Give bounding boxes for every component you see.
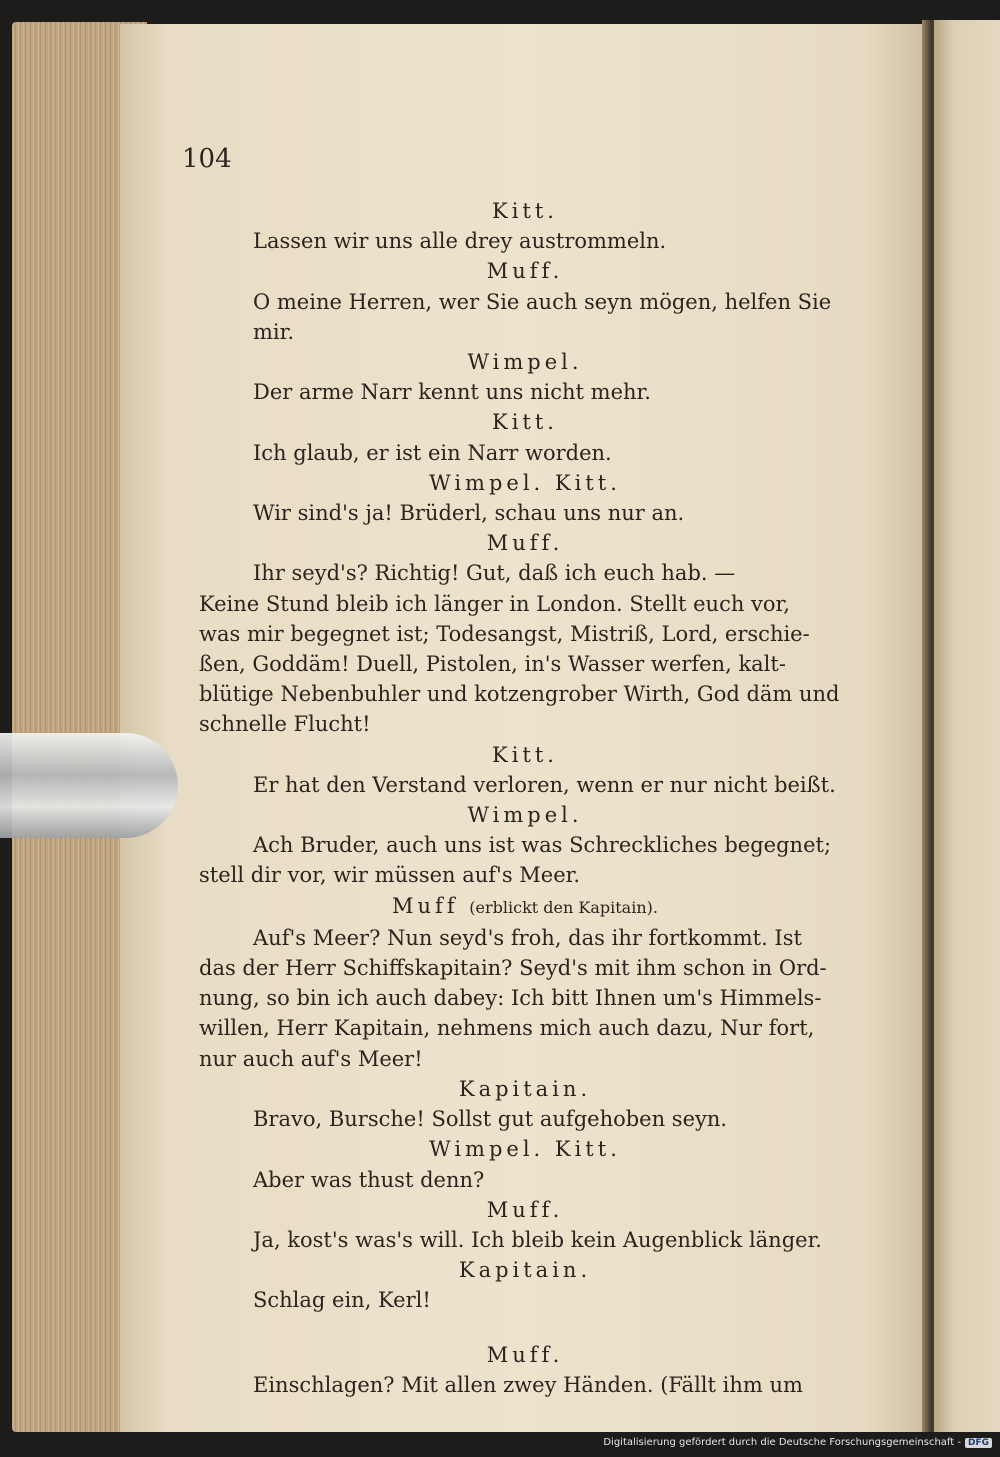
spacer bbox=[195, 1316, 855, 1340]
dialogue-line: Ich glaub, er ist ein Narr worden. bbox=[253, 440, 612, 465]
speaker-label: Muff. bbox=[486, 259, 564, 284]
dialogue-line: Aber was thust denn? bbox=[253, 1167, 485, 1192]
dialogue-line: Ach Bruder, auch uns ist was Schreckliches begegnet; bbox=[253, 833, 832, 858]
dialogue-line: Ihr seyd's? Richtig! Gut, daß ich euch hab. — bbox=[253, 561, 736, 586]
dialogue-line: Er hat den Verstand verloren, wenn er nur nicht beißt. bbox=[253, 772, 836, 797]
speaker-label: Wimpel. bbox=[467, 350, 583, 375]
speaker-name bbox=[195, 1195, 855, 1225]
play-text bbox=[195, 196, 855, 1400]
dialogue-line: willen, Herr Kapitain, nehmens mich auch dazu, Nur fort, bbox=[199, 1016, 815, 1041]
speaker-name bbox=[195, 1340, 855, 1370]
dialogue-line: Einschlagen? Mit allen zwey Händen. (Fällt ihm um bbox=[253, 1372, 803, 1397]
speaker-label: Wimpel. bbox=[467, 803, 583, 828]
dialogue-paragraph bbox=[195, 923, 855, 1074]
speaker-label: Muff bbox=[392, 893, 459, 918]
dialogue-line: Lassen wir uns alle drey austrommeln. bbox=[253, 229, 667, 254]
footer-credit: Digitalisierung gefördert durch die Deutsche Forschungsgemeinschaft - bbox=[603, 1437, 961, 1448]
dialogue-line: Der arme Narr kennt uns nicht mehr. bbox=[253, 380, 651, 405]
speaker-name bbox=[195, 1074, 855, 1104]
dialogue-line: nur auch auf's Meer! bbox=[199, 1046, 423, 1071]
dialogue-line: Wir sind's ja! Brüderl, schau uns nur an. bbox=[253, 501, 685, 526]
dialogue-line: Bravo, Bursche! Sollst gut aufgehoben seyn. bbox=[253, 1107, 728, 1132]
speaker-label: Kitt. bbox=[492, 199, 558, 223]
speaker-name bbox=[195, 740, 855, 770]
dialogue-line: Keine Stund bleib ich länger in London. Stellt euch vor, bbox=[199, 591, 790, 616]
dialogue-paragraph bbox=[195, 830, 855, 890]
dialogue-line: stell dir vor, wir müssen auf's Meer. bbox=[199, 863, 581, 888]
speaker-name bbox=[195, 347, 855, 377]
speaker-label: Wimpel. Kitt. bbox=[429, 470, 621, 495]
speaker-name bbox=[195, 891, 855, 923]
dialogue-line: nung, so bin ich auch dabey: Ich bitt Ihnen um's Himmels- bbox=[199, 986, 822, 1011]
speaker-name bbox=[195, 1255, 855, 1285]
facing-page-edge bbox=[934, 20, 1000, 1432]
speaker-label: Kitt. bbox=[492, 742, 558, 767]
speaker-name bbox=[195, 1134, 855, 1164]
dialogue-line: blütige Nebenbuhler und kotzengrober Wirth, God däm und bbox=[199, 682, 840, 707]
stage-direction: (erblickt den Kapitain). bbox=[469, 897, 658, 917]
footer bbox=[603, 1437, 992, 1448]
speaker-label: Muff. bbox=[486, 1342, 564, 1367]
dialogue-line: schnelle Flucht! bbox=[199, 712, 371, 737]
dialogue-line: Schlag ein, Kerl! bbox=[253, 1288, 431, 1313]
dfg-logo: DFG bbox=[965, 1438, 992, 1448]
dialogue-line: das der Herr Schiffskapitain? Seyd's mit ihm schon in Ord- bbox=[199, 956, 827, 981]
speaker-name bbox=[195, 196, 855, 226]
speaker-name bbox=[195, 468, 855, 498]
speaker-name bbox=[195, 800, 855, 830]
speaker-name bbox=[195, 407, 855, 437]
page-number: 104 bbox=[182, 144, 232, 174]
speaker-name bbox=[195, 528, 855, 558]
speaker-label: Muff. bbox=[486, 531, 564, 556]
speaker-label: Kitt. bbox=[492, 410, 558, 435]
speaker-label: Wimpel. Kitt. bbox=[429, 1137, 621, 1162]
dialogue-line: O meine Herren, wer Sie auch seyn mögen, helfen Sie mir. bbox=[253, 289, 832, 344]
speaker-label: Muff. bbox=[486, 1197, 564, 1222]
dialogue-line: Ja, kost's was's will. Ich bleib kein Augenblick länger. bbox=[253, 1227, 822, 1252]
speaker-label: Kapitain. bbox=[458, 1258, 592, 1283]
dialogue-line: Auf's Meer? Nun seyd's froh, das ihr fortkommt. Ist bbox=[253, 925, 802, 950]
dialogue-line: was mir begegnet ist; Todesangst, Mistriß, Lord, erschie- bbox=[199, 621, 810, 646]
page-holder-clip bbox=[0, 733, 178, 838]
speaker-name bbox=[195, 256, 855, 286]
speaker-label: Kapitain. bbox=[458, 1076, 592, 1101]
dialogue-paragraph bbox=[195, 558, 855, 739]
dialogue-line: ßen, Goddäm! Duell, Pistolen, in's Wasser werfen, kalt- bbox=[199, 652, 786, 677]
